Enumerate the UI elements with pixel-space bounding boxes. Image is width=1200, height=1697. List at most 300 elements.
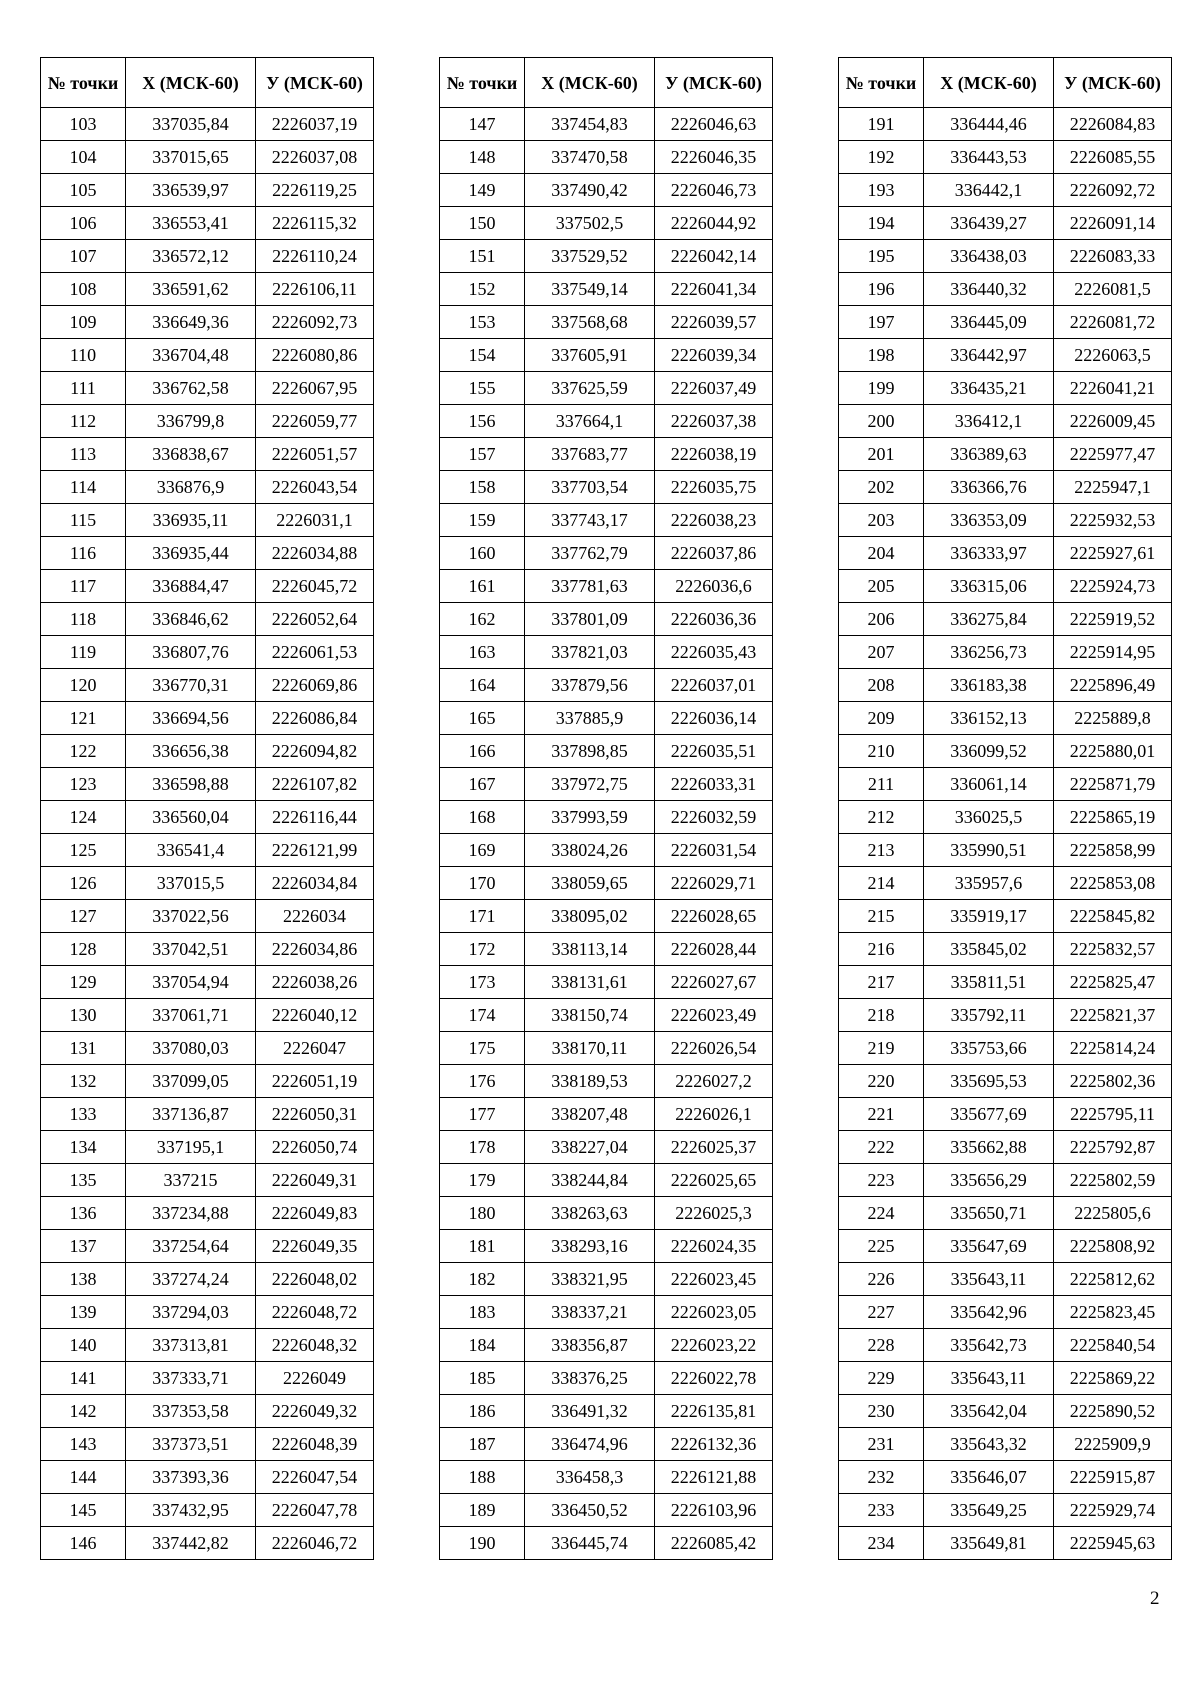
cell-point-number: 197: [839, 306, 924, 339]
table-row: [839, 1164, 1172, 1197]
cell-x-coordinate: 337215: [126, 1164, 256, 1197]
header-point-number: № точки: [41, 58, 126, 108]
cell-y-coordinate: 2226051,57: [256, 438, 374, 471]
cell-point-number: 109: [41, 306, 126, 339]
cell-x-coordinate: 337568,68: [525, 306, 655, 339]
cell-y-coordinate: 2225812,62: [1054, 1263, 1172, 1296]
cell-y-coordinate: 2226038,19: [655, 438, 773, 471]
cell-point-number: 220: [839, 1065, 924, 1098]
cell-y-coordinate: 2226081,72: [1054, 306, 1172, 339]
table-row: [839, 768, 1172, 801]
cell-point-number: 124: [41, 801, 126, 834]
cell-x-coordinate: 336366,76: [924, 471, 1054, 504]
table-row: [839, 339, 1172, 372]
cell-point-number: 198: [839, 339, 924, 372]
cell-point-number: 165: [440, 702, 525, 735]
cell-point-number: 179: [440, 1164, 525, 1197]
table-row: [839, 1263, 1172, 1296]
table-row: [41, 999, 374, 1032]
cell-y-coordinate: 2226023,22: [655, 1329, 773, 1362]
cell-point-number: 144: [41, 1461, 126, 1494]
table-row: [440, 174, 773, 207]
table-row: [41, 1296, 374, 1329]
table-row: [839, 141, 1172, 174]
table-row: [839, 1296, 1172, 1329]
cell-x-coordinate: 338095,02: [525, 900, 655, 933]
cell-x-coordinate: 336770,31: [126, 669, 256, 702]
cell-point-number: 166: [440, 735, 525, 768]
cell-y-coordinate: 2226009,45: [1054, 405, 1172, 438]
cell-y-coordinate: 2226028,65: [655, 900, 773, 933]
cell-y-coordinate: 2226046,35: [655, 141, 773, 174]
cell-y-coordinate: 2226067,95: [256, 372, 374, 405]
table-row: [839, 570, 1172, 603]
cell-y-coordinate: 2225924,73: [1054, 570, 1172, 603]
cell-point-number: 141: [41, 1362, 126, 1395]
cell-x-coordinate: 338170,11: [525, 1032, 655, 1065]
cell-point-number: 210: [839, 735, 924, 768]
cell-x-coordinate: 336935,44: [126, 537, 256, 570]
table-row: [839, 1065, 1172, 1098]
table-row: [41, 108, 374, 141]
cell-point-number: 177: [440, 1098, 525, 1131]
table-row: [839, 1461, 1172, 1494]
table-row: [440, 141, 773, 174]
cell-y-coordinate: 2226035,43: [655, 636, 773, 669]
cell-point-number: 217: [839, 966, 924, 999]
table-row: [839, 1362, 1172, 1395]
cell-x-coordinate: 336694,56: [126, 702, 256, 735]
cell-y-coordinate: 2226025,3: [655, 1197, 773, 1230]
cell-x-coordinate: 335643,32: [924, 1428, 1054, 1461]
cell-x-coordinate: 336649,36: [126, 306, 256, 339]
table-row: [440, 1230, 773, 1263]
cell-point-number: 147: [440, 108, 525, 141]
cell-x-coordinate: 337743,17: [525, 504, 655, 537]
cell-y-coordinate: 2226103,96: [655, 1494, 773, 1527]
cell-x-coordinate: 335677,69: [924, 1098, 1054, 1131]
cell-point-number: 115: [41, 504, 126, 537]
cell-x-coordinate: 337054,94: [126, 966, 256, 999]
cell-x-coordinate: 337781,63: [525, 570, 655, 603]
cell-y-coordinate: 2226025,65: [655, 1164, 773, 1197]
cell-point-number: 231: [839, 1428, 924, 1461]
table-row: [41, 273, 374, 306]
cell-x-coordinate: 335643,11: [924, 1362, 1054, 1395]
cell-y-coordinate: 2225840,54: [1054, 1329, 1172, 1362]
cell-x-coordinate: 335811,51: [924, 966, 1054, 999]
cell-y-coordinate: 2225945,63: [1054, 1527, 1172, 1560]
cell-x-coordinate: 335642,04: [924, 1395, 1054, 1428]
cell-point-number: 118: [41, 603, 126, 636]
cell-point-number: 195: [839, 240, 924, 273]
table-row: [839, 603, 1172, 636]
table-row: [41, 768, 374, 801]
cell-point-number: 208: [839, 669, 924, 702]
cell-point-number: 155: [440, 372, 525, 405]
cell-x-coordinate: 336704,48: [126, 339, 256, 372]
cell-x-coordinate: 336572,12: [126, 240, 256, 273]
cell-point-number: 122: [41, 735, 126, 768]
cell-y-coordinate: 2226083,33: [1054, 240, 1172, 273]
cell-y-coordinate: 2226034,88: [256, 537, 374, 570]
cell-x-coordinate: 335957,6: [924, 867, 1054, 900]
cell-point-number: 149: [440, 174, 525, 207]
table-row: [839, 273, 1172, 306]
cell-point-number: 176: [440, 1065, 525, 1098]
table-row: [440, 471, 773, 504]
table-row: [41, 537, 374, 570]
cell-y-coordinate: 2225977,47: [1054, 438, 1172, 471]
cell-x-coordinate: 336315,06: [924, 570, 1054, 603]
table-row: [839, 306, 1172, 339]
cell-point-number: 142: [41, 1395, 126, 1428]
cell-point-number: 105: [41, 174, 126, 207]
table-row: [440, 1032, 773, 1065]
cell-point-number: 200: [839, 405, 924, 438]
cell-x-coordinate: 336443,53: [924, 141, 1054, 174]
table-header-row: [839, 58, 1172, 108]
cell-point-number: 223: [839, 1164, 924, 1197]
cell-point-number: 191: [839, 108, 924, 141]
cell-y-coordinate: 2226094,82: [256, 735, 374, 768]
table-row: [440, 108, 773, 141]
cell-x-coordinate: 336061,14: [924, 768, 1054, 801]
cell-point-number: 154: [440, 339, 525, 372]
cell-y-coordinate: 2226034: [256, 900, 374, 933]
cell-y-coordinate: 2226046,73: [655, 174, 773, 207]
table-row: [440, 1164, 773, 1197]
table-row: [440, 1197, 773, 1230]
cell-y-coordinate: 2226043,54: [256, 471, 374, 504]
cell-x-coordinate: 337529,52: [525, 240, 655, 273]
table-row: [839, 372, 1172, 405]
cell-x-coordinate: 337885,9: [525, 702, 655, 735]
cell-y-coordinate: 2225802,36: [1054, 1065, 1172, 1098]
cell-point-number: 132: [41, 1065, 126, 1098]
cell-x-coordinate: 336333,97: [924, 537, 1054, 570]
table-row: [41, 1098, 374, 1131]
table-row: [41, 1197, 374, 1230]
cell-point-number: 226: [839, 1263, 924, 1296]
cell-y-coordinate: 2225802,59: [1054, 1164, 1172, 1197]
cell-x-coordinate: 336807,76: [126, 636, 256, 669]
cell-x-coordinate: 335919,17: [924, 900, 1054, 933]
cell-y-coordinate: 2225890,52: [1054, 1395, 1172, 1428]
cell-y-coordinate: 2226050,31: [256, 1098, 374, 1131]
table-row: [440, 1494, 773, 1527]
table-row: [440, 1395, 773, 1428]
cell-x-coordinate: 336876,9: [126, 471, 256, 504]
cell-y-coordinate: 2226063,5: [1054, 339, 1172, 372]
header-y-coordinate: У (МСК-60): [655, 58, 773, 108]
cell-y-coordinate: 2226026,1: [655, 1098, 773, 1131]
table-row: [41, 1065, 374, 1098]
cell-y-coordinate: 2225865,19: [1054, 801, 1172, 834]
table-row: [839, 999, 1172, 1032]
table-row: [440, 273, 773, 306]
cell-point-number: 112: [41, 405, 126, 438]
cell-x-coordinate: 337993,59: [525, 801, 655, 834]
cell-point-number: 214: [839, 867, 924, 900]
cell-y-coordinate: 2226052,64: [256, 603, 374, 636]
cell-y-coordinate: 2226022,78: [655, 1362, 773, 1395]
cell-x-coordinate: 336099,52: [924, 735, 1054, 768]
table-row: [839, 207, 1172, 240]
table-row: [440, 1461, 773, 1494]
cell-point-number: 202: [839, 471, 924, 504]
table-row: [41, 1164, 374, 1197]
cell-point-number: 133: [41, 1098, 126, 1131]
cell-y-coordinate: 2226132,36: [655, 1428, 773, 1461]
table-row: [440, 1428, 773, 1461]
cell-y-coordinate: 2226026,54: [655, 1032, 773, 1065]
cell-x-coordinate: 335753,66: [924, 1032, 1054, 1065]
cell-point-number: 139: [41, 1296, 126, 1329]
cell-x-coordinate: 338376,25: [525, 1362, 655, 1395]
table-row: [839, 801, 1172, 834]
table-row: [41, 1362, 374, 1395]
cell-point-number: 104: [41, 141, 126, 174]
cell-y-coordinate: 2226038,23: [655, 504, 773, 537]
table-row: [440, 801, 773, 834]
cell-x-coordinate: 337972,75: [525, 768, 655, 801]
header-x-coordinate: X (МСК-60): [924, 58, 1054, 108]
cell-x-coordinate: 335695,53: [924, 1065, 1054, 1098]
cell-x-coordinate: 336025,5: [924, 801, 1054, 834]
cell-x-coordinate: 336445,09: [924, 306, 1054, 339]
table-row: [41, 636, 374, 669]
cell-y-coordinate: 2226034,84: [256, 867, 374, 900]
table-row: [440, 735, 773, 768]
cell-x-coordinate: 337042,51: [126, 933, 256, 966]
cell-y-coordinate: 2226039,57: [655, 306, 773, 339]
cell-x-coordinate: 338244,84: [525, 1164, 655, 1197]
table-row: [440, 504, 773, 537]
cell-point-number: 213: [839, 834, 924, 867]
cell-point-number: 158: [440, 471, 525, 504]
cell-x-coordinate: 336412,1: [924, 405, 1054, 438]
cell-point-number: 136: [41, 1197, 126, 1230]
cell-y-coordinate: 2225909,9: [1054, 1428, 1172, 1461]
table-row: [440, 603, 773, 636]
cell-y-coordinate: 2226037,38: [655, 405, 773, 438]
cell-x-coordinate: 337294,03: [126, 1296, 256, 1329]
cell-point-number: 227: [839, 1296, 924, 1329]
cell-y-coordinate: 2226036,14: [655, 702, 773, 735]
cell-y-coordinate: 2225914,95: [1054, 636, 1172, 669]
cell-x-coordinate: 337136,87: [126, 1098, 256, 1131]
cell-point-number: 138: [41, 1263, 126, 1296]
cell-y-coordinate: 2226028,44: [655, 933, 773, 966]
cell-y-coordinate: 2226092,72: [1054, 174, 1172, 207]
cell-y-coordinate: 2226047: [256, 1032, 374, 1065]
cell-y-coordinate: 2226023,49: [655, 999, 773, 1032]
table-row: [440, 966, 773, 999]
table-row: [41, 735, 374, 768]
cell-x-coordinate: 337061,71: [126, 999, 256, 1032]
cell-point-number: 167: [440, 768, 525, 801]
table-row: [839, 1494, 1172, 1527]
table-row: [41, 966, 374, 999]
cell-x-coordinate: 336445,74: [525, 1527, 655, 1560]
cell-point-number: 186: [440, 1395, 525, 1428]
table-row: [839, 735, 1172, 768]
cell-point-number: 121: [41, 702, 126, 735]
cell-y-coordinate: 2225929,74: [1054, 1494, 1172, 1527]
cell-x-coordinate: 337821,03: [525, 636, 655, 669]
table-row: [41, 603, 374, 636]
cell-x-coordinate: 336458,3: [525, 1461, 655, 1494]
cell-x-coordinate: 338059,65: [525, 867, 655, 900]
cell-x-coordinate: 338227,04: [525, 1131, 655, 1164]
table-row: [440, 1362, 773, 1395]
cell-y-coordinate: 2226046,72: [256, 1527, 374, 1560]
cell-x-coordinate: 335649,81: [924, 1527, 1054, 1560]
cell-point-number: 216: [839, 933, 924, 966]
cell-point-number: 173: [440, 966, 525, 999]
cell-x-coordinate: 338207,48: [525, 1098, 655, 1131]
cell-x-coordinate: 336439,27: [924, 207, 1054, 240]
cell-x-coordinate: 336444,46: [924, 108, 1054, 141]
table-row: [41, 1032, 374, 1065]
cell-x-coordinate: 337254,64: [126, 1230, 256, 1263]
table-row: [839, 1197, 1172, 1230]
coordinates-table-3: [838, 57, 1172, 1560]
cell-point-number: 152: [440, 273, 525, 306]
cell-point-number: 193: [839, 174, 924, 207]
cell-x-coordinate: 337015,65: [126, 141, 256, 174]
cell-point-number: 110: [41, 339, 126, 372]
page-number: 2: [1150, 1588, 1160, 1609]
table-row: [440, 669, 773, 702]
cell-point-number: 123: [41, 768, 126, 801]
cell-x-coordinate: 337879,56: [525, 669, 655, 702]
cell-y-coordinate: 2226044,92: [655, 207, 773, 240]
cell-point-number: 103: [41, 108, 126, 141]
cell-x-coordinate: 336183,38: [924, 669, 1054, 702]
cell-point-number: 201: [839, 438, 924, 471]
cell-point-number: 164: [440, 669, 525, 702]
cell-y-coordinate: 2226025,37: [655, 1131, 773, 1164]
table-row: [839, 1395, 1172, 1428]
cell-point-number: 172: [440, 933, 525, 966]
cell-x-coordinate: 335656,29: [924, 1164, 1054, 1197]
table-row: [41, 834, 374, 867]
cell-x-coordinate: 338113,14: [525, 933, 655, 966]
table-row: [440, 867, 773, 900]
cell-point-number: 199: [839, 372, 924, 405]
table-row: [41, 1527, 374, 1560]
cell-x-coordinate: 335650,71: [924, 1197, 1054, 1230]
cell-point-number: 206: [839, 603, 924, 636]
table-row: [41, 504, 374, 537]
cell-y-coordinate: 2226037,49: [655, 372, 773, 405]
cell-point-number: 125: [41, 834, 126, 867]
table-row: [41, 471, 374, 504]
cell-x-coordinate: 336435,21: [924, 372, 1054, 405]
cell-point-number: 170: [440, 867, 525, 900]
cell-y-coordinate: 2226049,83: [256, 1197, 374, 1230]
cell-x-coordinate: 338189,53: [525, 1065, 655, 1098]
cell-point-number: 126: [41, 867, 126, 900]
cell-y-coordinate: 2226059,77: [256, 405, 374, 438]
cell-x-coordinate: 335990,51: [924, 834, 1054, 867]
table-row: [839, 867, 1172, 900]
cell-x-coordinate: 337683,77: [525, 438, 655, 471]
table-row: [440, 834, 773, 867]
table-body: [440, 108, 773, 1560]
cell-y-coordinate: 2226115,32: [256, 207, 374, 240]
cell-point-number: 135: [41, 1164, 126, 1197]
cell-point-number: 159: [440, 504, 525, 537]
cell-x-coordinate: 337703,54: [525, 471, 655, 504]
table-row: [41, 1428, 374, 1461]
header-x-coordinate: X (МСК-60): [525, 58, 655, 108]
cell-y-coordinate: 2226041,34: [655, 273, 773, 306]
cell-y-coordinate: 2226106,11: [256, 273, 374, 306]
cell-y-coordinate: 2226027,2: [655, 1065, 773, 1098]
cell-x-coordinate: 337313,81: [126, 1329, 256, 1362]
cell-x-coordinate: 337549,14: [525, 273, 655, 306]
cell-x-coordinate: 338131,61: [525, 966, 655, 999]
cell-y-coordinate: 2226049: [256, 1362, 374, 1395]
cell-point-number: 185: [440, 1362, 525, 1395]
cell-y-coordinate: 2225825,47: [1054, 966, 1172, 999]
table-row: [41, 1395, 374, 1428]
cell-x-coordinate: 336598,88: [126, 768, 256, 801]
cell-x-coordinate: 337234,88: [126, 1197, 256, 1230]
table-row: [440, 1065, 773, 1098]
table-row: [839, 438, 1172, 471]
table-row: [440, 636, 773, 669]
cell-y-coordinate: 2226029,71: [655, 867, 773, 900]
table-row: [41, 438, 374, 471]
table-row: [440, 1263, 773, 1296]
cell-y-coordinate: 2226091,14: [1054, 207, 1172, 240]
table-row: [440, 1329, 773, 1362]
cell-x-coordinate: 337470,58: [525, 141, 655, 174]
table-row: [440, 702, 773, 735]
table-row: [440, 999, 773, 1032]
table-row: [41, 174, 374, 207]
cell-x-coordinate: 337625,59: [525, 372, 655, 405]
cell-x-coordinate: 338263,63: [525, 1197, 655, 1230]
cell-y-coordinate: 2226119,25: [256, 174, 374, 207]
table-row: [440, 240, 773, 273]
table-row: [839, 669, 1172, 702]
cell-point-number: 180: [440, 1197, 525, 1230]
cell-y-coordinate: 2226107,82: [256, 768, 374, 801]
table-row: [839, 504, 1172, 537]
cell-point-number: 116: [41, 537, 126, 570]
table-row: [839, 537, 1172, 570]
cell-y-coordinate: 2226042,14: [655, 240, 773, 273]
cell-point-number: 182: [440, 1263, 525, 1296]
cell-point-number: 143: [41, 1428, 126, 1461]
cell-point-number: 145: [41, 1494, 126, 1527]
cell-y-coordinate: 2225814,24: [1054, 1032, 1172, 1065]
cell-x-coordinate: 336935,11: [126, 504, 256, 537]
cell-x-coordinate: 336591,62: [126, 273, 256, 306]
table-row: [41, 702, 374, 735]
cell-y-coordinate: 2226080,86: [256, 339, 374, 372]
cell-y-coordinate: 2226035,51: [655, 735, 773, 768]
cell-x-coordinate: 336353,09: [924, 504, 1054, 537]
cell-point-number: 108: [41, 273, 126, 306]
cell-y-coordinate: 2225792,87: [1054, 1131, 1172, 1164]
cell-x-coordinate: 338321,95: [525, 1263, 655, 1296]
